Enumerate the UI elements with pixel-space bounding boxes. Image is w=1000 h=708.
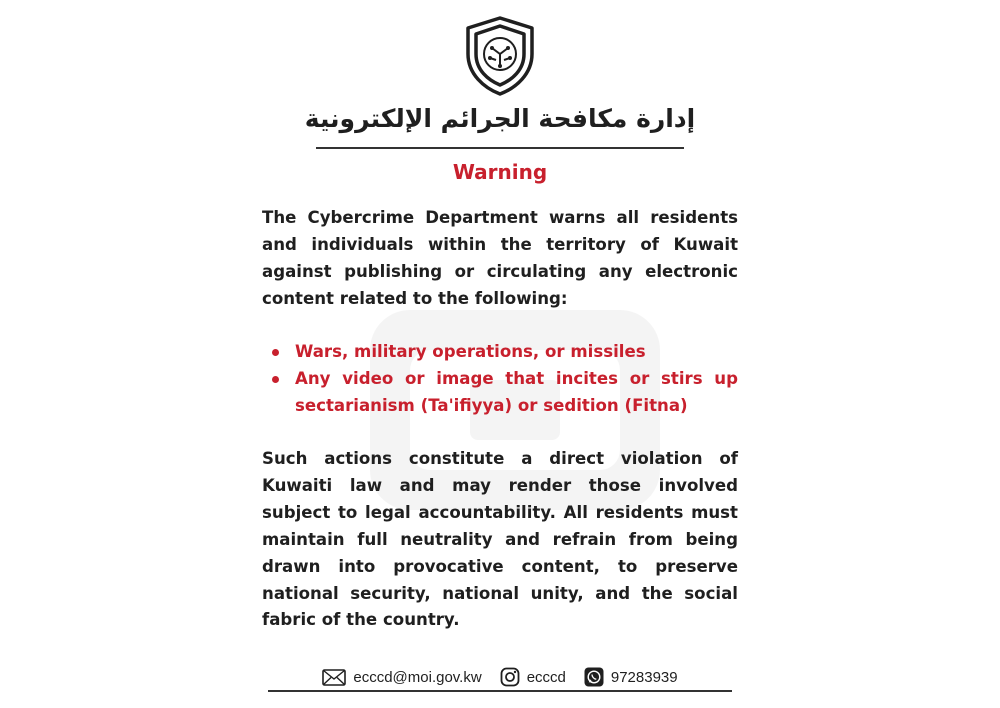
- envelope-icon: [322, 669, 346, 686]
- whatsapp-contact[interactable]: [584, 667, 678, 687]
- department-arabic-title: إدارة مكافحة الجرائم الإلكترونية: [304, 104, 696, 133]
- bullet-icon: [272, 376, 279, 383]
- shield-logo-icon: [458, 14, 542, 98]
- header-divider: [316, 147, 684, 149]
- instagram-handle: ecccd: [526, 668, 566, 686]
- list-item-text: Wars, military operations, or missiles: [295, 342, 646, 361]
- contact-footer: [270, 664, 730, 690]
- closing-paragraph: Such actions constitute a direct violation of Kuwaiti law and may render those involved subject to legal accountability. All residents must maintain full neutrality and refrain from being drawn into provocative content, to preserve national security, national unity, and the social fabric of the country.: [262, 449, 738, 630]
- email-text: ecccd@moi.gov.kw: [353, 668, 482, 686]
- instagram-contact[interactable]: [500, 667, 566, 687]
- whatsapp-number: 97283939: [610, 668, 678, 686]
- intro-paragraph: The Cybercrime Department warns all residents and individuals within the territory of Kuwait against publishing or circulating any electronic content related to the following:: [262, 208, 738, 308]
- email-contact[interactable]: [322, 669, 481, 686]
- instagram-icon: [500, 667, 520, 687]
- list-item: [262, 339, 738, 366]
- list-item: [262, 366, 738, 420]
- whatsapp-icon: [584, 667, 604, 687]
- list-item-text: Any video or image that incites or stirs up sectarianism (Ta'ifiyya) or sedition (Fitna): [295, 368, 738, 415]
- bullet-icon: [272, 349, 279, 356]
- prohibited-content-list: [262, 339, 738, 420]
- footer-divider: [268, 690, 732, 692]
- warning-heading: Warning: [452, 160, 548, 184]
